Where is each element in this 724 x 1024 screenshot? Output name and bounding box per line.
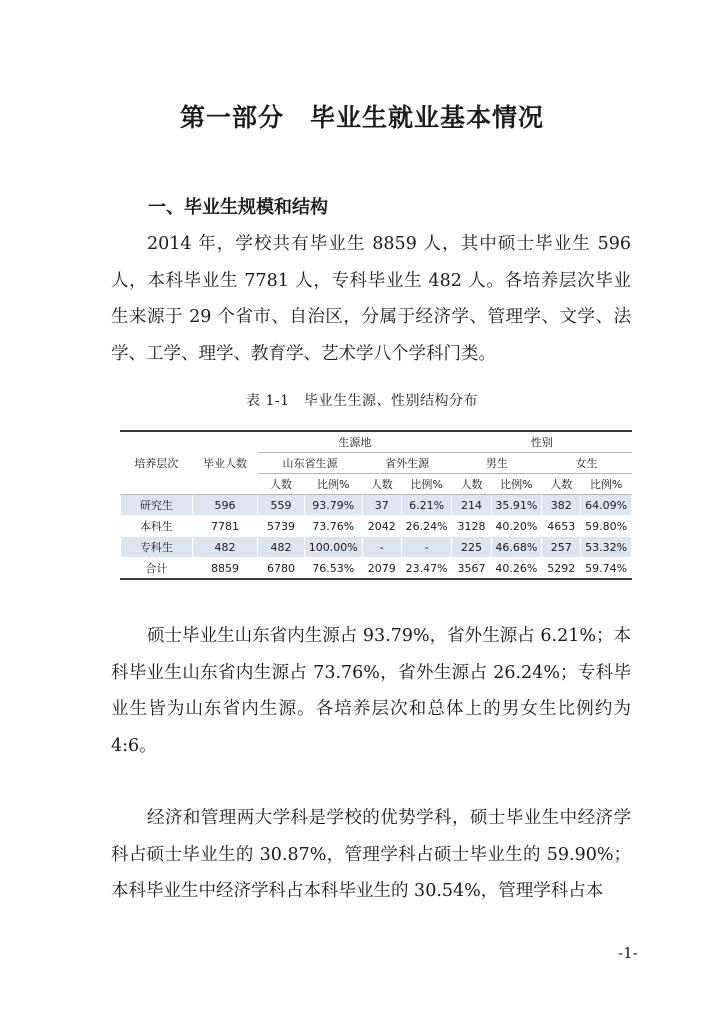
header-count-cell: 人数 bbox=[362, 474, 401, 495]
table-row bbox=[121, 495, 632, 516]
table-cell: 3567 bbox=[452, 558, 491, 580]
table-cell: 2079 bbox=[362, 558, 401, 580]
table-caption: 表 1-1 毕业生生源、性别结构分布 bbox=[246, 393, 478, 409]
table-cell: 73.76% bbox=[304, 516, 362, 537]
table-cell: 382 bbox=[542, 495, 581, 516]
header-gender: 性别 bbox=[452, 431, 632, 453]
table-cell: 2042 bbox=[362, 516, 401, 537]
table-cell: 合计 bbox=[121, 558, 193, 580]
table-cell: 5739 bbox=[258, 516, 304, 537]
header-male: 男生 bbox=[452, 453, 542, 474]
header-count-cell: 人数 bbox=[258, 474, 304, 495]
table-cell: - bbox=[362, 537, 401, 558]
table-cell: 76.53% bbox=[304, 558, 362, 580]
table-cell: 257 bbox=[542, 537, 581, 558]
table-cell: 59.80% bbox=[581, 516, 632, 537]
table-cell: 40.20% bbox=[491, 516, 542, 537]
table-cell: 研究生 bbox=[121, 495, 193, 516]
table-cell: 4653 bbox=[542, 516, 581, 537]
table-cell: - bbox=[401, 537, 452, 558]
table-cell: 40.26% bbox=[491, 558, 542, 580]
table-cell: 专科生 bbox=[121, 537, 193, 558]
header-in-province: 山东省生源 bbox=[258, 453, 363, 474]
table-cell: 23.47% bbox=[401, 558, 452, 580]
table-cell: 8859 bbox=[192, 558, 257, 580]
paragraph-3: 经济和管理两大学科是学校的优势学科，硕士毕业生中经济学科占硕士毕业生的 30.87%，管理学科占硕士毕业生的 59.90%；本科毕业生中经济学科占本科毕业生的 30.54%，管理学科占本 bbox=[111, 808, 631, 901]
header-ratio-cell: 比例% bbox=[581, 474, 632, 495]
header-ratio-cell: 比例% bbox=[491, 474, 542, 495]
table-cell: 3128 bbox=[452, 516, 491, 537]
header-out-province: 省外生源 bbox=[362, 453, 452, 474]
table-cell: 37 bbox=[362, 495, 401, 516]
table-cell: 559 bbox=[258, 495, 304, 516]
table-cell: 482 bbox=[192, 537, 257, 558]
table-cell: 214 bbox=[452, 495, 491, 516]
header-ratio-cell: 比例% bbox=[304, 474, 362, 495]
table-cell: 7781 bbox=[192, 516, 257, 537]
header-count: 毕业人数 bbox=[192, 431, 257, 495]
table-cell: 596 bbox=[192, 495, 257, 516]
table-row bbox=[121, 558, 632, 580]
table-cell: 225 bbox=[452, 537, 491, 558]
paragraph-2: 硕士毕业生山东省内生源占 93.79%，省外生源占 6.21%；本科毕业生山东省内生源占 73.76%，省外生源占 26.24%；专科毕业生皆为山东省内生源。各培养层次和总体上的男女生比例约为 4:6。 bbox=[111, 626, 631, 756]
header-female: 女生 bbox=[542, 453, 632, 474]
table-row bbox=[121, 516, 632, 537]
table-cell: 93.79% bbox=[304, 495, 362, 516]
table-cell: 482 bbox=[258, 537, 304, 558]
table-cell: 5292 bbox=[542, 558, 581, 580]
table-cell: 本科生 bbox=[121, 516, 193, 537]
table-row bbox=[121, 537, 632, 558]
header-ratio-cell: 比例% bbox=[401, 474, 452, 495]
header-source: 生源地 bbox=[258, 431, 452, 453]
header-level: 培养层次 bbox=[121, 431, 193, 495]
table-cell: 100.00% bbox=[304, 537, 362, 558]
header-count-cell: 人数 bbox=[452, 474, 491, 495]
table-cell: 46.68% bbox=[491, 537, 542, 558]
paragraph-1: 2014 年，学校共有毕业生 8859 人，其中硕士毕业生 596 人，本科毕业生 7781 人，专科毕业生 482 人。各培养层次毕业生来源于 29 个省市、自治区，分属于经济学、管理学、文学、法学、工学、理学、教育学、艺术学八个学科门类。 bbox=[111, 234, 631, 364]
page-number: -1- bbox=[618, 944, 638, 962]
table-cell: 26.24% bbox=[401, 516, 452, 537]
table-cell: 6.21% bbox=[401, 495, 452, 516]
graduate-table bbox=[120, 430, 632, 580]
section-heading: 一、毕业生规模和结构 bbox=[148, 197, 328, 218]
header-count-cell: 人数 bbox=[542, 474, 581, 495]
page-title: 第一部分 毕业生就业基本情况 bbox=[179, 103, 544, 132]
table-cell: 64.09% bbox=[581, 495, 632, 516]
table-cell: 53.32% bbox=[581, 537, 632, 558]
table-cell: 6780 bbox=[258, 558, 304, 580]
table-cell: 35.91% bbox=[491, 495, 542, 516]
table-cell: 59.74% bbox=[581, 558, 632, 580]
